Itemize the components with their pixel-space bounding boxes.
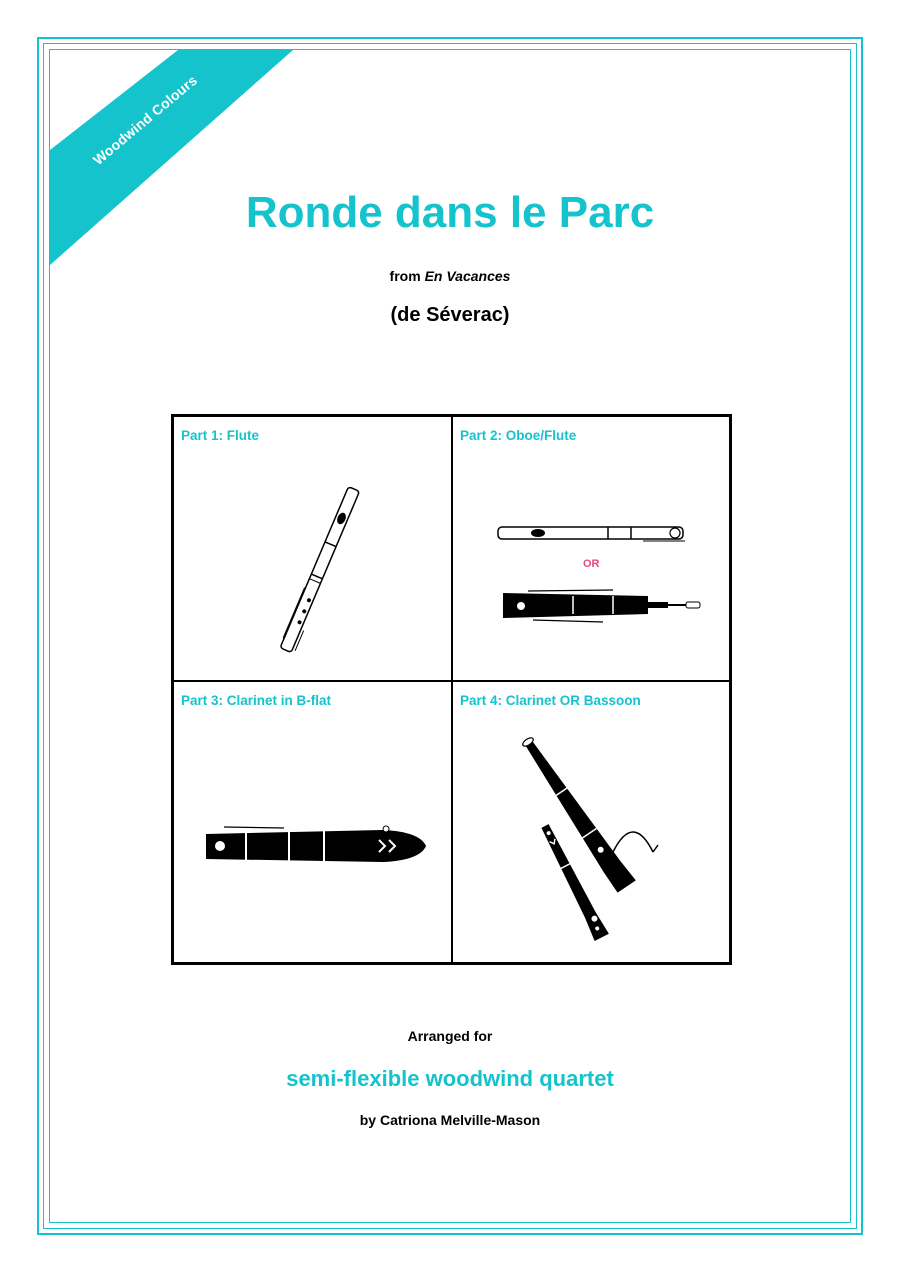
oboe-icon <box>453 417 727 680</box>
part-cell-2 <box>453 417 729 682</box>
parts-grid <box>171 414 732 965</box>
flute-icon <box>174 417 451 680</box>
part-label: Part 1: Flute <box>181 428 260 443</box>
part-cell-4 <box>453 682 729 962</box>
part-label: Part 2: Oboe/Flute <box>460 428 577 443</box>
subtitle-prefix: from <box>389 268 421 284</box>
arranger-credit: by Catriona Melville-Mason <box>359 1112 541 1128</box>
subtitle <box>0 268 900 284</box>
subtitle-work: En Vacances <box>424 268 511 284</box>
series-banner-text: Woodwind Colours <box>89 71 201 169</box>
clarinet-icon <box>174 682 451 960</box>
part-cell-3 <box>174 682 453 962</box>
or-separator: OR <box>583 558 600 570</box>
part-label: Part 3: Clarinet in B-flat <box>181 693 332 708</box>
composer: (de Séverac) <box>390 304 510 326</box>
clarinet-icon <box>453 682 727 960</box>
part-cell-1 <box>174 417 453 682</box>
page-title: Ronde dans le Parc <box>245 188 655 237</box>
part-label: Part 4: Clarinet OR Bassoon <box>460 693 641 708</box>
ensemble-name: semi-flexible woodwind quartet <box>286 1066 614 1091</box>
arranged-for-label: Arranged for <box>407 1028 493 1044</box>
